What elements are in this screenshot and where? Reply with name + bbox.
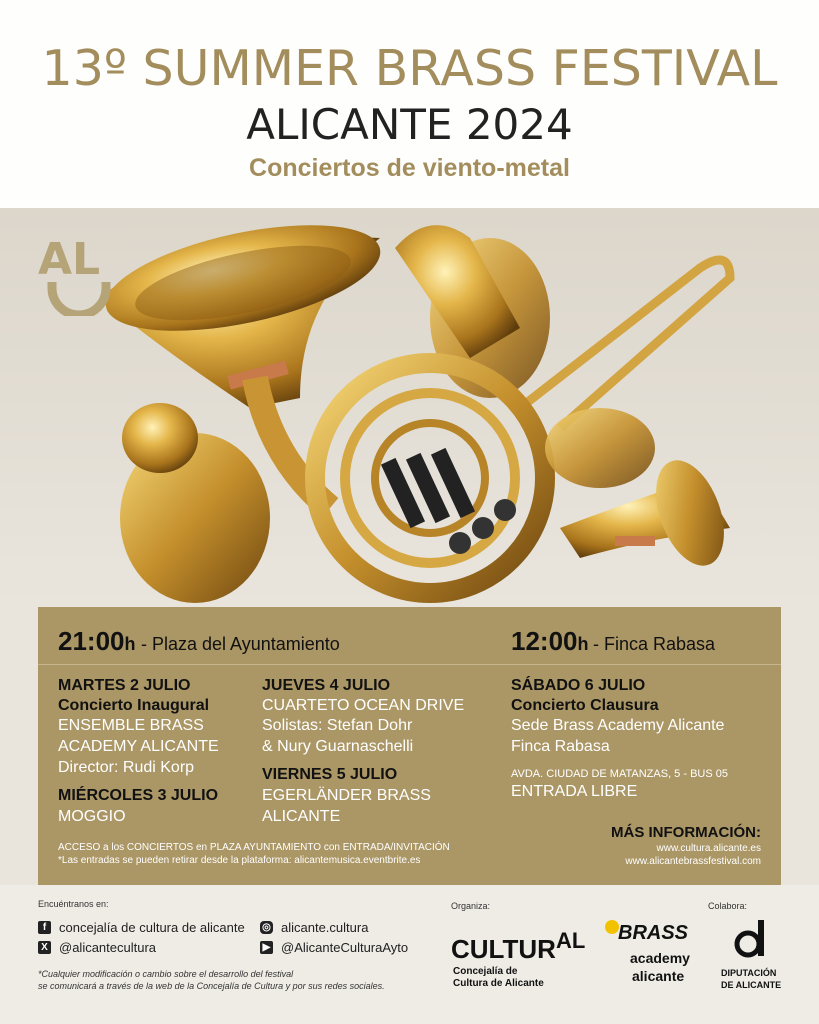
event-line: MOGGIO — [58, 808, 126, 825]
diputacion-text: DE ALICANTE — [721, 980, 782, 990]
time-left: 21:00h — [58, 626, 136, 656]
event-day: VIERNES 5 JULIO — [262, 766, 398, 783]
event-line: ACADEMY ALICANTE — [58, 738, 219, 755]
brass-instruments-illustration — [0, 208, 819, 608]
website-link[interactable]: www.alicantebrassfestival.com — [625, 856, 761, 867]
event-line: Finca Rabasa — [511, 738, 610, 755]
x-link[interactable]: @alicantecultura — [59, 940, 157, 955]
tickets-note: *Las entradas se pueden retirar desde la plataforma: alicantemusica.eventbrite.es — [58, 855, 421, 866]
cultura-sub: Cultura de Alicante — [453, 978, 544, 989]
event-line: Director: Rudi Korp — [58, 759, 195, 776]
brass-logo: BRASS — [618, 922, 689, 944]
event-line: Solistas: Stefan Dohr — [262, 717, 413, 734]
festival-tagline: Conciertos de viento-metal — [249, 154, 570, 182]
cultura-sub: Concejalía de — [453, 966, 518, 977]
event-line: CUARTETO OCEAN DRIVE — [262, 697, 465, 714]
event-line: ALICANTE — [262, 808, 341, 825]
divider — [38, 664, 781, 665]
cultura-logo: $CULTUR^{AL}$ — [451, 928, 586, 964]
x-icon[interactable]: X — [38, 941, 51, 954]
facebook-link[interactable]: concejalía de cultura de alicante — [59, 920, 245, 935]
event-address: AVDA. CIUDAD DE MATANZAS, 5 - BUS 05 — [511, 768, 728, 780]
event-day: MARTES 2 JULIO — [58, 677, 191, 694]
find-us-label: Encuéntranos en: — [38, 899, 109, 909]
diputacion-text: DIPUTACIÓN — [721, 968, 777, 978]
brass-logo-mark — [605, 920, 619, 934]
youtube-icon[interactable]: ▶ — [260, 941, 273, 954]
hero-image — [0, 208, 819, 608]
instagram-icon[interactable]: ◎ — [260, 921, 273, 934]
al-logo-letters: AL — [38, 234, 101, 285]
event-title: Concierto Inaugural — [58, 697, 210, 714]
event-line: & Nury Guarnaschelli — [262, 738, 414, 755]
organiza-label: Organiza: — [451, 901, 491, 911]
event-line: ENSEMBLE BRASS — [58, 717, 204, 734]
disclaimer: *Cualquier modificación o cambio sobre el desarrollo del festival — [38, 969, 294, 979]
brass-logo: academy — [630, 950, 690, 966]
time-right: 12:00h — [511, 626, 589, 656]
festival-title: 13º SUMMER BRASS FESTIVAL — [41, 40, 778, 97]
instagram-link[interactable]: alicante.cultura — [281, 920, 369, 935]
event-day: SÁBADO 6 JULIO — [511, 677, 646, 694]
al-logo-arc — [44, 282, 114, 316]
place-left: - Plaza del Ayuntamiento — [141, 634, 340, 654]
access-note: ACCESO a los CONCIERTOS en PLAZA AYUNTAMIENTO con ENTRADA/INVITACIÓN — [58, 842, 450, 853]
event-line: Sede Brass Academy Alicante — [511, 717, 725, 734]
event-entry: ENTRADA LIBRE — [511, 783, 638, 800]
event-day: JUEVES 4 JULIO — [262, 677, 391, 694]
event-title: Concierto Clausura — [511, 697, 659, 714]
facebook-icon[interactable]: f — [38, 921, 51, 934]
event-day: MIÉRCOLES 3 JULIO — [58, 787, 219, 804]
al-logo — [38, 234, 101, 285]
festival-subtitle: ALICANTE 2024 — [246, 100, 573, 149]
event-line: EGERLÄNDER BRASS — [262, 787, 431, 804]
youtube-link[interactable]: @AlicanteCulturaAyto — [281, 940, 409, 955]
website-link[interactable]: www.cultura.alicante.es — [656, 843, 761, 854]
colabora-label: Colabora: — [708, 901, 748, 911]
place-right: - Finca Rabasa — [593, 634, 716, 654]
header — [0, 0, 819, 208]
more-info-heading: MÁS INFORMACIÓN: — [611, 824, 761, 841]
disclaimer: se comunicará a través de la web de la Concejalía de Cultura y por sus redes sociales. — [38, 981, 385, 991]
diputacion-logo-icon — [734, 918, 770, 958]
brass-logo: alicante — [632, 968, 685, 984]
